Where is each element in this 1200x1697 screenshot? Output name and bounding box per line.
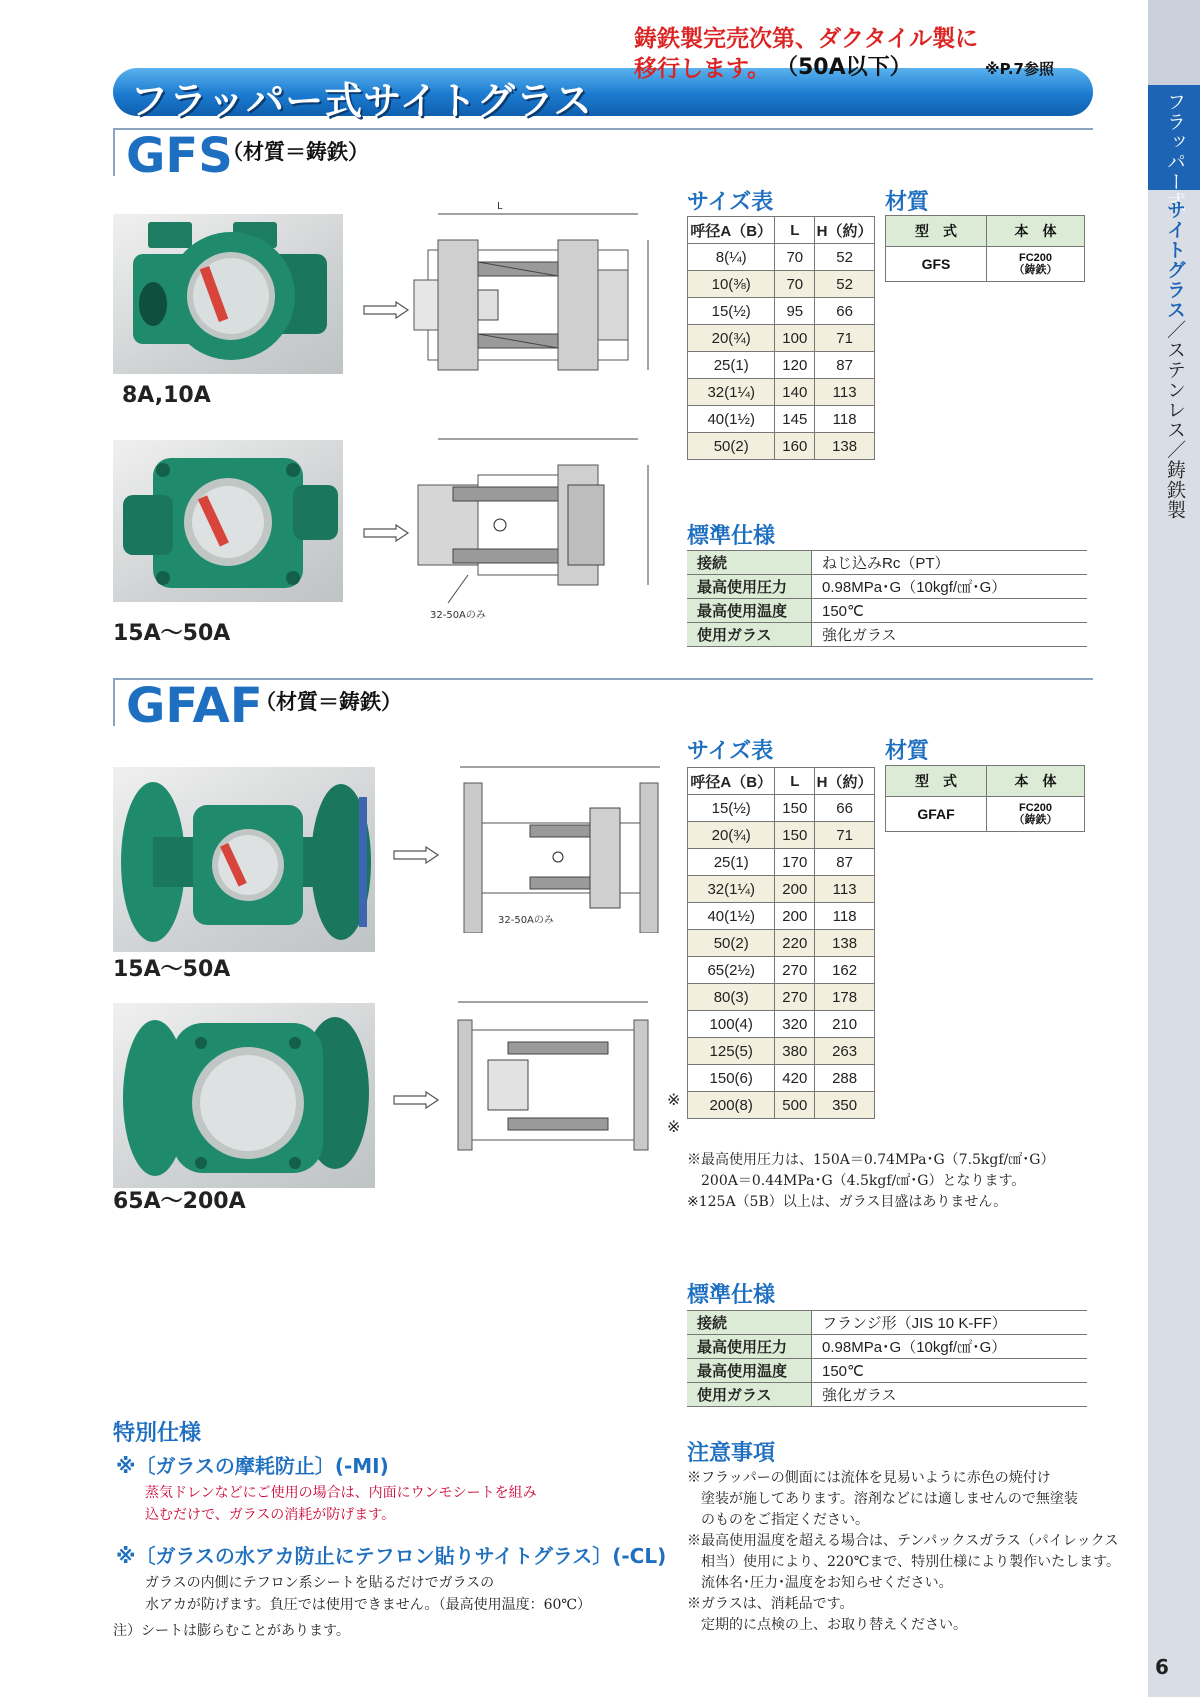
l-cell: 150	[775, 795, 815, 822]
caution-line: 定期的に点検の上、お取り替えください。	[687, 1617, 967, 1633]
h-cell: 66	[815, 795, 875, 822]
h-cell: 66	[815, 298, 875, 325]
spec-key: 使用ガラス	[687, 1383, 812, 1407]
size-cell: 15(½)	[688, 795, 775, 822]
spec-value: 強化ガラス	[812, 1383, 1088, 1407]
h-cell: 138	[815, 930, 875, 957]
gfs-drawing-large	[408, 425, 668, 619]
material-model-cell: GFAF	[886, 797, 987, 832]
table-row	[886, 797, 1085, 832]
table-row	[688, 1092, 875, 1119]
note-line: ※最高使用圧力は、150A＝0.74MPa･G（7.5kgf/㎠･G）	[687, 1152, 1055, 1168]
table-row	[688, 244, 875, 271]
table-row	[688, 406, 875, 433]
h-cell: 113	[815, 379, 875, 406]
spec-value: 150℃	[812, 599, 1088, 623]
gfs-photo-small-caption: 8A,10A	[122, 383, 211, 408]
gfs-section-bar	[113, 128, 115, 176]
gfaf-photo-large-caption: 65A～200A	[113, 1189, 246, 1214]
h-cell: 138	[815, 433, 875, 460]
size-cell: 200(8)	[688, 1092, 775, 1119]
special-item-1-title: ※〔ガラスの摩耗防止〕(-MI)	[116, 1454, 389, 1478]
material-header-row	[886, 216, 1085, 247]
l-cell: 160	[775, 433, 815, 460]
l-cell: 150	[775, 822, 815, 849]
spec-key: 使用ガラス	[687, 623, 812, 647]
gfaf-drawing-small	[440, 753, 680, 937]
l-cell: 100	[775, 325, 815, 352]
spec-value: 150℃	[812, 1359, 1088, 1383]
l-cell: 70	[775, 271, 815, 298]
size-cell: 20(¾)	[688, 325, 775, 352]
l-cell: 270	[775, 984, 815, 1011]
spec-value: ねじ込みRc（PT）	[812, 551, 1088, 575]
size-cell: 80(3)	[688, 984, 775, 1011]
caution-line: ※フラッパーの側面には流体を見易いように赤色の焼付け	[687, 1470, 1051, 1486]
gfs-section-rule	[113, 128, 1093, 130]
special-line: 水アカが防げます。負圧では使用できません。（最高使用温度：60℃）	[145, 1597, 592, 1613]
gfs-material-note: （材質＝鋳鉄）	[222, 140, 369, 164]
table-row	[688, 433, 875, 460]
table-row	[687, 551, 1087, 575]
caution-line: 流体名･圧力･温度をお知らせください。	[687, 1575, 953, 1591]
l-cell: 220	[775, 930, 815, 957]
spec-key: 最高使用温度	[687, 599, 812, 623]
gfaf-notes	[687, 1150, 1107, 1213]
row-mark: ※	[667, 1090, 681, 1109]
gfs-size-table	[687, 216, 875, 460]
caution-body	[687, 1468, 1137, 1636]
caution-line: ※最高使用温度を超える場合は、テンパックスガラス（パイレックス	[687, 1533, 1119, 1549]
gfs-material-table	[885, 215, 1085, 282]
l-cell: 320	[775, 1011, 815, 1038]
side-tab-label-top: フラッパー式	[1164, 92, 1186, 212]
h-cell: 288	[815, 1065, 875, 1092]
table-row	[688, 984, 875, 1011]
gfs-photo-large-caption: 15A～50A	[113, 621, 231, 646]
gfs-size-header-row	[688, 217, 875, 244]
h-cell: 71	[815, 822, 875, 849]
table-row	[688, 822, 875, 849]
h-cell: 178	[815, 984, 875, 1011]
size-cell: 8(¼)	[688, 244, 775, 271]
size-header-l: L	[775, 217, 815, 244]
table-row	[688, 930, 875, 957]
size-cell: 40(1½)	[688, 903, 775, 930]
l-cell: 270	[775, 957, 815, 984]
gfaf-material-title: 材質	[885, 739, 930, 764]
l-cell: 380	[775, 1038, 815, 1065]
special-footnote: 注）シートは膨らむことがあります。	[113, 1623, 350, 1639]
size-cell: 20(¾)	[688, 822, 775, 849]
page-number: 6	[1155, 1655, 1169, 1679]
table-row	[687, 623, 1087, 647]
size-header-h: H（約）	[815, 217, 875, 244]
h-cell: 113	[815, 876, 875, 903]
notice-size: （50A以下）	[776, 55, 912, 80]
table-row	[688, 325, 875, 352]
gfaf-drawing-large	[438, 990, 668, 1164]
h-cell: 87	[815, 352, 875, 379]
gfaf-size-table-title: サイズ表	[687, 739, 774, 764]
spec-value: フランジ形（JIS 10 K-FF）	[812, 1311, 1088, 1335]
caution-title: 注意事項	[687, 1441, 776, 1466]
gfaf-photo-large	[113, 1003, 375, 1188]
material-header-body: 本 体	[987, 216, 1085, 247]
note-line: ※125A（5B）以上は、ガラス目盛はありません。	[687, 1194, 1008, 1210]
spec-value: 0.98MPa･G（10kgf/㎠･G）	[812, 575, 1088, 599]
size-header-nominal: 呼径A（B）	[688, 217, 775, 244]
notice-line-2: 移行します。	[634, 56, 771, 82]
l-cell: 500	[775, 1092, 815, 1119]
table-row	[886, 247, 1085, 282]
size-cell: 125(5)	[688, 1038, 775, 1065]
table-row	[688, 795, 875, 822]
table-row	[688, 352, 875, 379]
size-cell: 15(½)	[688, 298, 775, 325]
page-title: フラッパー式サイトグラス	[130, 79, 593, 123]
material-name: （鋳鉄）	[1013, 264, 1058, 276]
special-item-1-body	[145, 1482, 537, 1526]
arrow-icon	[392, 1090, 442, 1114]
material-grade: FC200	[1018, 802, 1053, 814]
spec-key: 接続	[687, 551, 812, 575]
gfaf-spec-table	[687, 1310, 1087, 1407]
special-line: 込むだけで、ガラスの消耗が防げます。	[145, 1507, 396, 1523]
gfs-spec-table	[687, 550, 1087, 647]
gfs-size-table-title: サイズ表	[687, 190, 774, 215]
material-header-body: 本 体	[987, 766, 1085, 797]
arrow-icon	[362, 523, 412, 547]
size-header-h: H（約）	[815, 768, 875, 795]
h-cell: 118	[815, 406, 875, 433]
h-cell: 87	[815, 849, 875, 876]
table-row	[687, 599, 1087, 623]
l-cell: 120	[775, 352, 815, 379]
l-cell: 70	[775, 244, 815, 271]
material-header-model: 型 式	[886, 766, 987, 797]
table-row	[688, 957, 875, 984]
table-row	[687, 1311, 1087, 1335]
table-row	[688, 379, 875, 406]
side-tab-label-rest: ／ステンレス／鋳鉄製	[1164, 320, 1186, 520]
gfaf-section-bar	[113, 678, 115, 726]
gfaf-material-table	[885, 765, 1085, 832]
side-tab-top	[1148, 0, 1200, 90]
h-cell: 52	[815, 271, 875, 298]
gfaf-photo-small	[113, 767, 375, 952]
size-cell: 25(1)	[688, 849, 775, 876]
size-cell: 100(4)	[688, 1011, 775, 1038]
table-row	[688, 1038, 875, 1065]
gfs-photo-small	[113, 214, 343, 374]
size-cell: 50(2)	[688, 930, 775, 957]
material-grade: FC200	[1018, 252, 1053, 264]
size-cell: 32(1¼)	[688, 876, 775, 903]
gfaf-drawing-note: 32-50Aのみ	[498, 915, 554, 926]
note-line: 200A＝0.44MPa･G（4.5kgf/㎠･G）となります。	[687, 1173, 1026, 1189]
gfaf-spec-title: 標準仕様	[687, 1283, 776, 1308]
h-cell: 162	[815, 957, 875, 984]
table-row	[688, 298, 875, 325]
size-cell: 25(1)	[688, 352, 775, 379]
gfaf-size-header-row	[688, 768, 875, 795]
side-index-tab	[1148, 0, 1200, 1697]
material-body-cell	[987, 797, 1085, 832]
notice-reference: ※P.7参照	[985, 60, 1054, 78]
l-cell: 200	[775, 876, 815, 903]
special-item-2-title: ※〔ガラスの水アカ防止にテフロン貼りサイトグラス〕(-CL)	[116, 1544, 667, 1568]
material-header-row	[886, 766, 1085, 797]
table-row	[688, 271, 875, 298]
special-spec-title: 特別仕様	[113, 1421, 202, 1446]
gfaf-model-heading: GFAF	[126, 678, 263, 734]
gfs-dimension-l: L	[497, 201, 503, 212]
spec-key: 接続	[687, 1311, 812, 1335]
table-row	[688, 1011, 875, 1038]
arrow-icon	[362, 300, 412, 324]
row-mark: ※	[667, 1117, 681, 1136]
caution-line: 塗装が施してあります。溶剤などには適しませんので無塗装	[687, 1491, 1078, 1507]
h-cell: 71	[815, 325, 875, 352]
l-cell: 200	[775, 903, 815, 930]
material-body-cell	[987, 247, 1085, 282]
size-cell: 50(2)	[688, 433, 775, 460]
size-header-nominal: 呼径A（B）	[688, 768, 775, 795]
material-model-cell: GFS	[886, 247, 987, 282]
gfs-drawing-note: 32-50Aのみ	[430, 610, 486, 621]
h-cell: 210	[815, 1011, 875, 1038]
table-row	[688, 1065, 875, 1092]
caution-line: ※ガラスは、消耗品です。	[687, 1596, 854, 1612]
h-cell: 52	[815, 244, 875, 271]
table-row	[688, 903, 875, 930]
caution-line: のものをご指定ください。	[687, 1512, 869, 1528]
special-item-2-body	[145, 1572, 591, 1616]
l-cell: 170	[775, 849, 815, 876]
spec-key: 最高使用温度	[687, 1359, 812, 1383]
table-row	[687, 575, 1087, 599]
material-name: （鋳鉄）	[1013, 814, 1058, 826]
gfs-spec-title: 標準仕様	[687, 524, 776, 549]
table-row	[688, 876, 875, 903]
spec-key: 最高使用圧力	[687, 575, 812, 599]
gfs-photo-large	[113, 440, 343, 602]
table-row	[688, 849, 875, 876]
size-header-l: L	[775, 768, 815, 795]
gfs-drawing-small	[408, 200, 668, 404]
side-tab-label-main: サイトグラス	[1164, 200, 1186, 320]
material-header-model: 型 式	[886, 216, 987, 247]
special-line: 蒸気ドレンなどにご使用の場合は、内面にウンモシートを組み	[145, 1485, 537, 1501]
size-cell: 32(1¼)	[688, 379, 775, 406]
h-cell: 263	[815, 1038, 875, 1065]
gfs-model-heading: GFS	[126, 128, 233, 184]
table-row	[687, 1335, 1087, 1359]
size-cell: 150(6)	[688, 1065, 775, 1092]
l-cell: 420	[775, 1065, 815, 1092]
h-cell: 118	[815, 903, 875, 930]
size-cell: 40(1½)	[688, 406, 775, 433]
table-row	[687, 1383, 1087, 1407]
spec-value: 0.98MPa･G（10kgf/㎠･G）	[812, 1335, 1088, 1359]
size-cell: 65(2½)	[688, 957, 775, 984]
l-cell: 145	[775, 406, 815, 433]
arrow-icon	[392, 845, 442, 869]
l-cell: 95	[775, 298, 815, 325]
h-cell: 350	[815, 1092, 875, 1119]
l-cell: 140	[775, 379, 815, 406]
gfaf-size-table	[687, 767, 875, 1119]
notice-line-1: 鋳鉄製完売次第、ダクタイル製に	[634, 26, 979, 52]
table-row	[687, 1359, 1087, 1383]
caution-line: 相当）使用により、220℃まで、特別仕様により製作いたします。	[687, 1554, 1120, 1570]
gfaf-material-note: （材質＝鋳鉄）	[255, 690, 402, 714]
size-cell: 10(⅜)	[688, 271, 775, 298]
spec-value: 強化ガラス	[812, 623, 1088, 647]
spec-key: 最高使用圧力	[687, 1335, 812, 1359]
gfaf-photo-small-caption: 15A～50A	[113, 957, 231, 982]
special-line: ガラスの内側にテフロン系シートを貼るだけでガラスの	[145, 1575, 495, 1591]
gfs-material-title: 材質	[885, 190, 930, 215]
